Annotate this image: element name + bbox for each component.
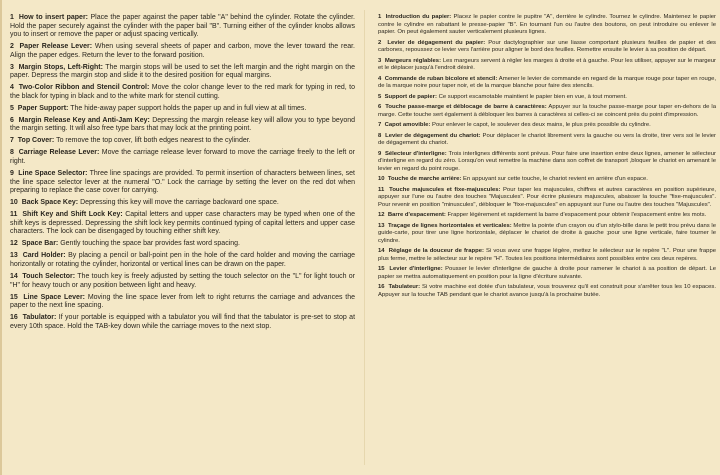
instruction-number: 14 xyxy=(378,248,385,254)
instruction-number: 6 xyxy=(378,104,382,110)
english-instruction-item xyxy=(10,240,355,249)
instruction-number: 1 xyxy=(378,14,382,20)
instruction-text: Depressing this key will move the carriage backward one space. xyxy=(80,199,279,207)
instruction-number: 11 xyxy=(378,186,385,193)
english-instruction-item xyxy=(10,43,355,60)
instruction-number: 10 xyxy=(10,199,18,207)
instruction-heading: Capot amovible: xyxy=(384,122,431,128)
instruction-heading: How to insert paper: xyxy=(18,14,89,21)
instruction-number: 4 xyxy=(10,84,14,92)
french-instruction-item xyxy=(378,151,716,174)
french-instruction-item xyxy=(378,122,716,130)
instruction-text: Placez le papier contre le pupitre "A", derrière le cylindre. Tournez le cylindre. Maintenez le papier contre le cylindre en rabattant le presse-papier "B". En tournant l'un ou l'autre des boutons, on peut introduire ou enlever le papier. On peut également sauter verticalement plusieurs lignes. xyxy=(378,14,717,35)
english-instruction-item xyxy=(10,149,355,166)
french-instruction-item xyxy=(378,248,716,263)
instruction-heading: Touche majuscules et fixe-majuscules: xyxy=(389,186,501,193)
english-instruction-item xyxy=(10,137,355,146)
english-instruction-item xyxy=(10,14,355,40)
english-instructions xyxy=(10,14,355,335)
instruction-text: To remove the top cover, lift both edges nearest to the cylinder. xyxy=(56,137,251,145)
instruction-number: 12 xyxy=(378,212,385,218)
english-instruction-item xyxy=(10,64,355,81)
english-instruction-item xyxy=(10,252,355,269)
instruction-heading: Margin Stops, Left-Right: xyxy=(18,63,103,71)
instruction-text: Trois interlignes différents sont prévus. Pour faire une insertion entre deux lignes, amener le sélecteur d'interligne en regard du zéro. Lorsqu'on veut remettre la machine dans son coffret de transport ,bloquer le chariot en amenant le levier en regard du point rouge. xyxy=(378,150,716,172)
instruction-heading: Barre d'espacement: xyxy=(387,212,446,218)
instruction-number: 6 xyxy=(10,116,14,124)
english-instruction-item xyxy=(10,273,355,290)
instruction-text: Pour taper les majuscules, chiffres et autres caractères en position supérieure, appuyer sur l'une ou l'autre des touches "Majuscules". Pour écrire plusieurs majuscules, abaisser la touche "fixe-majuscules". Pour revenir en position "minuscules", débloquer le "fixe-majuscules" en appuyant sur l'une ou l'autre des touches "Majuscules". xyxy=(378,186,717,208)
english-instruction-item xyxy=(10,105,355,114)
instruction-number: 11 xyxy=(10,211,18,219)
instruction-heading: Back Space Key: xyxy=(21,199,79,207)
instruction-heading: Traçage de lignes horizontales et verticales: xyxy=(387,222,512,229)
instruction-number: 2 xyxy=(10,43,14,51)
instruction-heading: Touch Selector: xyxy=(22,272,76,280)
french-instruction-item xyxy=(378,187,716,210)
instruction-text: Si votre machine est dotée d'un tabulateur, vous trouverez qu'il est construit pour s'arrêter tous les 10 espaces. Appuyer sur la touche TAB pendant que le chariot avance jusqu'à la prochaine butée. xyxy=(378,284,716,298)
instruction-text: En appuyant sur cette touche, le chariot revient en arrière d'un espace. xyxy=(463,176,648,182)
instruction-number: 7 xyxy=(378,122,382,128)
instruction-heading: Card Holder: xyxy=(22,252,66,260)
french-instruction-item xyxy=(378,104,716,119)
french-instruction-item xyxy=(378,176,716,184)
instruction-heading: Touche de marche arrière: xyxy=(387,176,462,182)
instruction-heading: Tabulator: xyxy=(22,314,57,322)
instruction-text: If your portable is equipped with a tabulator you will find that the tabulator is pre-set to stop at every 10th space. Hold the TAB-key down while the carriage moves to the next stop. xyxy=(10,314,356,330)
instruction-text: Pour déplacer le chariot librement vers la gauche ou vers la droite, tirer vers soi le levier de dégagement du chariot. xyxy=(378,132,717,146)
column-divider xyxy=(364,10,365,465)
french-instruction-item xyxy=(378,223,716,246)
instruction-heading: Réglage de la douceur de frappe: xyxy=(388,248,484,254)
instruction-text: When using several sheets of paper and carbon, move the lever toward the rear. Align the paper edges. Return the lever to the forward position. xyxy=(10,43,356,59)
english-instruction-item xyxy=(10,170,355,196)
instruction-heading: Levier de dégagement du papier: xyxy=(387,39,486,46)
instruction-heading: Tabulateur: xyxy=(388,284,421,290)
instruction-heading: Support de papier: xyxy=(384,93,437,100)
instruction-heading: Paper Release Lever: xyxy=(19,43,93,51)
instruction-heading: Carriage Release Lever: xyxy=(18,149,100,157)
instruction-text: Si vous avez une frappe légère, mettez le sélecteur sur le repère "L". Pour une frappe plus ferme, mettre le sélecteur sur le repère "H". Toutes les positions intermédiaires sont possibles entre ces deux repères. xyxy=(378,248,716,262)
english-instruction-item xyxy=(10,294,355,311)
instruction-heading: Top Cover: xyxy=(17,137,55,145)
instruction-heading: Margeurs réglables: xyxy=(384,57,442,64)
instruction-number: 14 xyxy=(10,272,18,280)
instruction-number: 8 xyxy=(378,132,382,139)
instruction-heading: Introduction du papier: xyxy=(385,14,452,20)
english-instruction-item xyxy=(10,84,355,101)
instruction-heading: Space Bar: xyxy=(21,240,59,248)
instruction-text: Depressing the margin release key will allow you to type beyond the margin setting. It will also free type bars that may lock at the printing point. xyxy=(10,116,355,133)
french-instruction-item xyxy=(378,266,716,281)
instruction-number: 15 xyxy=(378,266,385,272)
french-instruction-item xyxy=(378,76,716,91)
instruction-text: Frapper légèrement et rapidement la barre d'espacement pour obtenir l'espacement entre les mots. xyxy=(447,212,707,218)
english-instruction-item xyxy=(10,199,355,208)
instruction-heading: Touche passe-marge et déblocage de barre à caractères: xyxy=(385,104,547,110)
instruction-heading: Paper Support: xyxy=(17,104,69,112)
french-instruction-item xyxy=(378,94,716,102)
instruction-text: Pousser le levier d'interligne de gauche à droite pour ramener le chariot à sa position de départ. Le papier se mettra automatiquement en position pour la ligne d'écriture suivante. xyxy=(378,266,717,280)
instruction-text: The margin stops will be used to set the left margin and the right margin on the paper. Depress the margin stop and slide it to the desired position for equal margins. xyxy=(10,63,356,80)
instruction-text: Pour dactylographier sur une liasse comportant plusieurs feuilles de papier et des carbones, repoussez ce levier vers l'arrière pour aligner le bord des feuilles. Remettre ensuite le levier à sa position de départ. xyxy=(378,39,717,53)
instruction-heading: Levier d'interligne: xyxy=(389,266,443,272)
instruction-text: Moving the line space lever from left to right returns the carriage and advances the paper to the next line spacing. xyxy=(10,293,355,310)
instruction-number: 13 xyxy=(10,252,18,260)
instruction-number: 16 xyxy=(10,314,18,322)
instruction-text: The hide-away paper support holds the paper up and in full view at all times. xyxy=(70,104,307,112)
french-instruction-item xyxy=(378,133,716,148)
english-instruction-item xyxy=(10,117,355,134)
instruction-heading: Line Space Lever: xyxy=(23,293,86,301)
instruction-heading: Line Space Selector: xyxy=(18,170,88,178)
instruction-heading: Two-Color Ribbon and Stencil Control: xyxy=(18,84,150,92)
instruction-heading: Levier de dégagement du chariot: xyxy=(385,132,481,139)
instruction-number: 5 xyxy=(378,93,382,100)
french-instruction-item xyxy=(378,212,716,220)
french-instructions xyxy=(378,14,716,302)
instruction-text: Gently touching the space bar provides fast word spacing. xyxy=(60,240,240,248)
english-instruction-item xyxy=(10,211,355,237)
instruction-number: 1 xyxy=(10,14,14,21)
french-instruction-item xyxy=(378,40,716,55)
instruction-text: Pour enlever le capot, le soulever des deux mains, le plus près possible du cylindre. xyxy=(432,122,651,128)
instruction-text: Les margeurs servent à régler les marges à droite et à gauche. Pour les utiliser, appuyer sur le margeur et le déplacer jusqu'à l'endroit désiré. xyxy=(378,57,716,71)
instruction-text: Three line spacings are provided. To permit insertion of characters between lines, set the line space selector lever at the numeral "O." Lock the carriage by setting the lever on the red dot when preparing to replace the case cover for carrying. xyxy=(10,170,356,195)
french-instruction-item xyxy=(378,284,716,299)
instruction-text: The touch key is freely adjusted by setting the touch selector on the "L" for light touch or "H" for heavy touch or any position between light and heavy. xyxy=(10,272,355,289)
instruction-number: 9 xyxy=(10,170,14,178)
instruction-text: Capital letters and upper case characters may be typed when one of the shift keys is depressed. Depressing the shift lock key permits continued typing of capital letters and upper case characters. The lock can be disengaged by touching either shift key. xyxy=(10,211,356,236)
instruction-number: 3 xyxy=(378,57,382,64)
instruction-number: 3 xyxy=(10,63,14,71)
instruction-text: Place the paper against the paper table "A" behind the cylinder. Rotate the cylinder. Hold the paper securely against the cylinder with the paper bail "B". Turning either of the cylinder knobs allows you to insert or remove the paper or adjust spacing vertically. xyxy=(10,14,355,39)
instruction-number: 13 xyxy=(378,222,385,229)
instruction-text: By placing a pencil or ball-point pen in the hole of the card holder and moving the carriage horizontally or rotating the cylinder, horizontal or vertical lines can be drawn on the paper. xyxy=(10,252,356,268)
instruction-text: Amener le levier de commande en regard de la marque rouge pour taper en rouge, de la marque noire pour taper noir, et de la marque blanche pour faire des stencils. xyxy=(378,75,716,89)
instruction-number: 12 xyxy=(10,240,18,248)
instruction-text: Move the carriage release lever forward to move the carriage freely to the left or right. xyxy=(10,149,355,166)
french-instruction-item xyxy=(378,14,716,37)
instruction-heading: Shift Key and Shift Lock Key: xyxy=(22,211,123,219)
instruction-number: 4 xyxy=(378,75,382,82)
instruction-number: 9 xyxy=(378,150,382,157)
instruction-heading: Margin Release Key and Anti-Jam Key: xyxy=(18,116,150,124)
instruction-number: 10 xyxy=(378,176,385,182)
instruction-number: 15 xyxy=(10,293,18,301)
instruction-number: 2 xyxy=(378,39,382,46)
instruction-text: Ce support escamotable maintient le papier bien en vue, à tout moment. xyxy=(438,93,627,100)
instruction-text: Move the color change lever to the red mark for typing in red, to the black for typing in black and to the white mark for stencil cutting. xyxy=(10,84,356,100)
instruction-number: 7 xyxy=(10,137,14,145)
instruction-number: 5 xyxy=(10,104,14,112)
instruction-heading: Commande de ruban bicolore et stencil: xyxy=(384,75,498,82)
french-instruction-item xyxy=(378,58,716,73)
instruction-text: Appuyer sur la touche passe-marge pour taper en-dehors de la marge. Cette touche sert également à débloquer les barres à caractères si celles-ci se coincent près du point d'impression. xyxy=(378,104,716,118)
instruction-number: 16 xyxy=(378,284,385,290)
instruction-text: Mettre la pointe d'un crayon ou d'un stylo-bille dans le petit trou prévu dans le guide-carte, pour tirer une ligne horizontale, déplacer le chariot de droite à gauche ;pour une ligne verticale, faire tourner le cylindre. xyxy=(378,222,716,244)
instruction-number: 8 xyxy=(10,149,14,157)
english-instruction-item xyxy=(10,314,355,331)
instruction-heading: Sélecteur d'interligne: xyxy=(384,150,447,157)
